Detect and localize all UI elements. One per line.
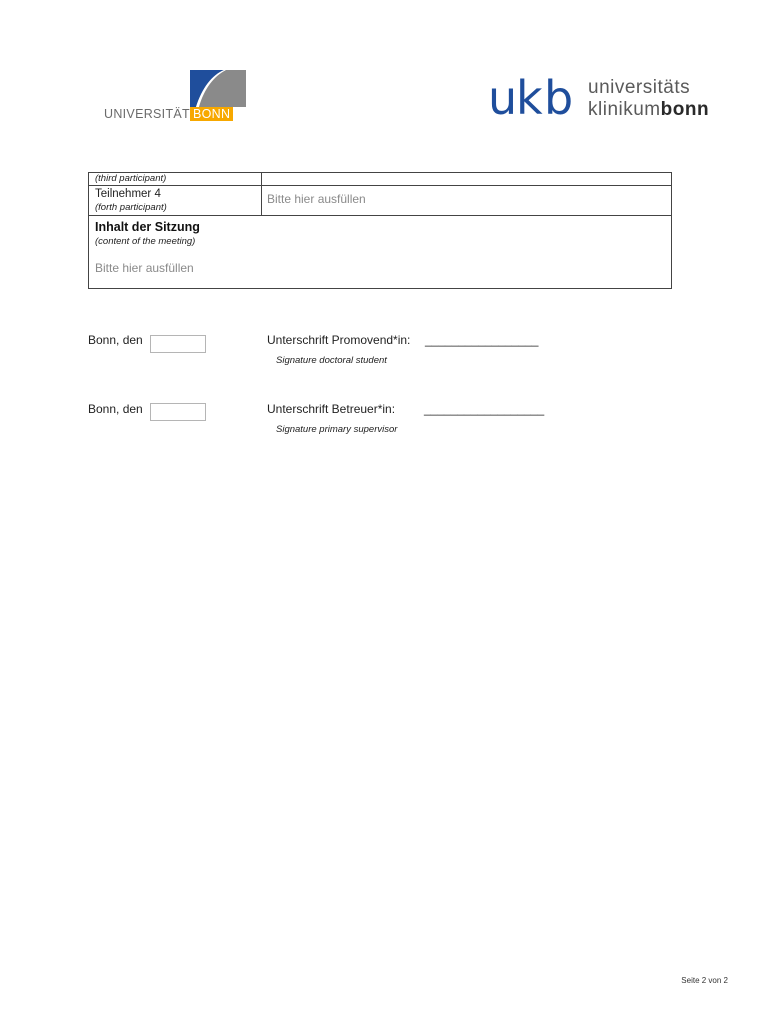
ukb-wordmark-bonn: bonn (660, 99, 710, 120)
supervisor-date-field[interactable] (150, 403, 206, 421)
ukb-wordmark-line1: universitäts (588, 77, 691, 98)
ukb-wordmark-klinikum: klinikum (588, 99, 661, 120)
universitaet-bonn-wordmark (104, 107, 233, 122)
table-divider (89, 185, 671, 186)
supervisor-place-label: Bonn, den (88, 402, 143, 416)
student-signature-sublabel: Signature doctoral student (276, 355, 387, 366)
ukb-mark-b: b (544, 71, 574, 122)
supervisor-signature-label: Unterschrift Betreuer*in: (267, 402, 396, 416)
universitaet-bonn-logo-graphic (190, 70, 246, 107)
meeting-protocol-table (88, 172, 672, 289)
universitaet-bonn-logo (104, 70, 246, 122)
ukb-logo-mark (488, 68, 580, 122)
page-number: Seite 2 von 2 (681, 976, 728, 985)
meeting-content-title: Inhalt der Sitzung (95, 220, 200, 234)
wordmark-bonn: BONN (190, 107, 233, 121)
ukb-mark-k: k (516, 71, 543, 122)
participant-4-input[interactable]: Bitte hier ausfüllen (267, 192, 366, 206)
wordmark-universitaet: UNIVERSITÄT (104, 107, 190, 121)
student-date-field[interactable] (150, 335, 206, 353)
ukb-wordmark-line2 (588, 100, 709, 120)
ukb-logo (488, 68, 733, 124)
supervisor-signature-line[interactable]: __________________ (424, 402, 545, 416)
meeting-content-sublabel: (content of the meeting) (95, 236, 196, 247)
ukb-mark-u: u (488, 71, 518, 122)
meeting-content-input[interactable]: Bitte hier ausfüllen (95, 261, 194, 275)
third-participant-sublabel: (third participant) (95, 173, 167, 184)
third-participant-field[interactable] (262, 173, 672, 185)
participant-4-sublabel: (forth participant) (95, 202, 167, 213)
supervisor-signature-sublabel: Signature primary supervisor (276, 424, 398, 435)
student-place-label: Bonn, den (88, 333, 143, 347)
student-signature-line[interactable]: _________________ (425, 333, 539, 347)
table-divider (89, 215, 671, 216)
participant-4-label: Teilnehmer 4 (95, 188, 161, 200)
student-signature-label: Unterschrift Promovend*in: (267, 333, 411, 347)
